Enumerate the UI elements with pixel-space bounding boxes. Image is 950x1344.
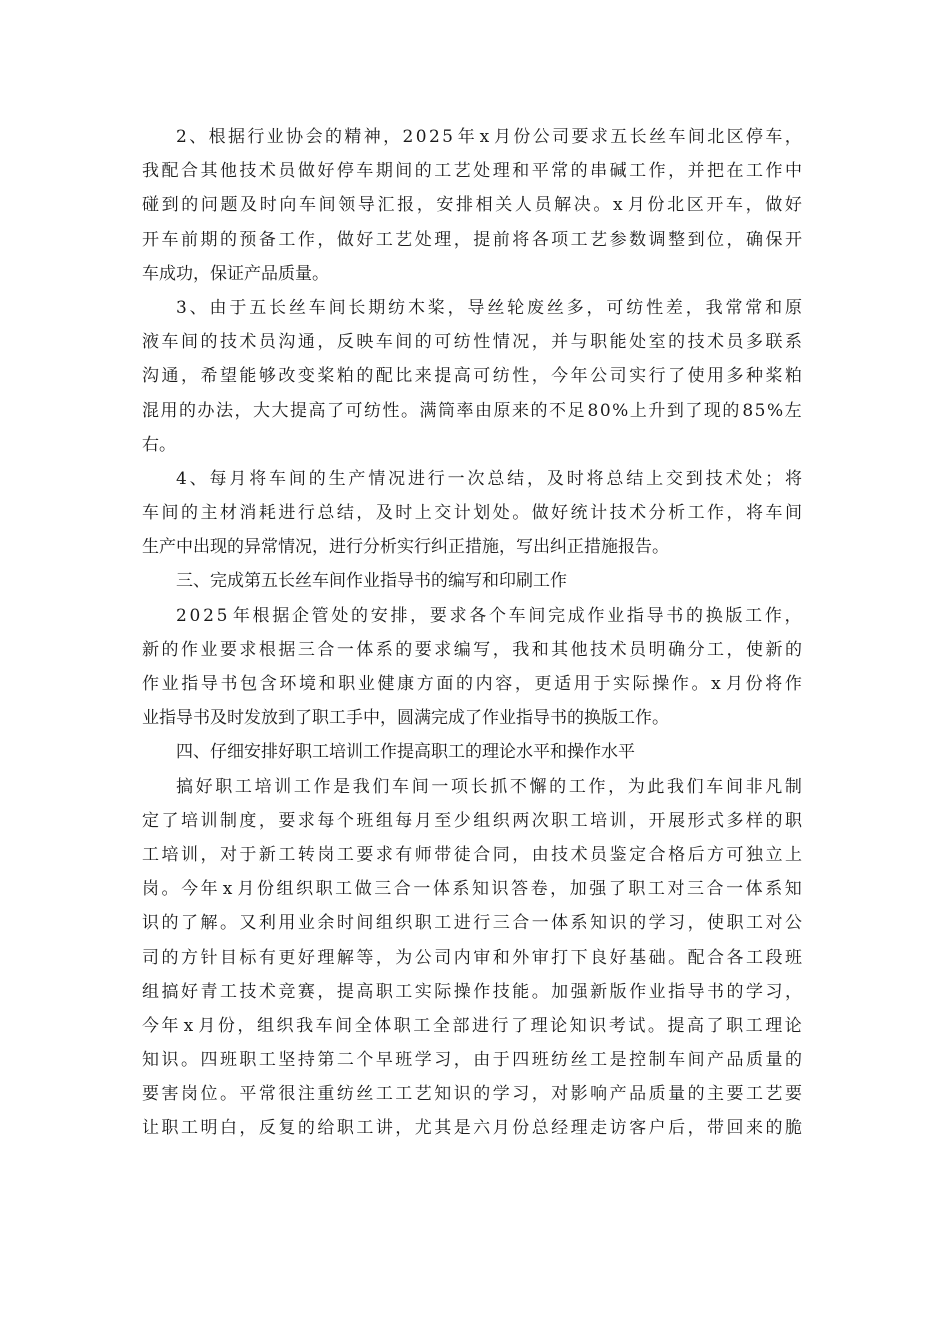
text-line: 车 成 功 ， 保 证 产 品 质 量 。 <box>142 263 329 284</box>
text-line: 车 间 的 主 材 消 耗 进 行 总 结 ， 及 时 上 交 计 划 处 。 做 好 统 计 技 术 分 析 工 作 ， 将 车 间 <box>142 503 802 524</box>
text-line: 三 、 完 成 第 五 长 丝 车 间 作 业 指 导 书 的 编 写 和 印 刷 工 作 <box>176 571 567 592</box>
text-line: 四 、 仔 细 安 排 好 职 工 培 训 工 作 提 高 职 工 的 理 论 水 平 和 操 作 水 平 <box>176 742 635 763</box>
text-line: 4 、 每 月 将 车 间 的 生 产 情 况 进 行 一 次 总 结 ， 及 时 将 总 结 上 交 到 技 术 处 ； 将 <box>176 468 802 489</box>
text-line: 工 培 训 ， 对 于 新 工 转 岗 工 要 求 有 师 带 徒 合 同 ， 由 技 术 员 鉴 定 合 格 后 方 可 独 立 上 <box>142 844 802 865</box>
text-line: 开 车 前 期 的 预 备 工 作 ， 做 好 工 艺 处 理 ， 提 前 将 各 项 工 艺 参 数 调 整 到 位 ， 确 保 开 <box>142 229 802 250</box>
text-line: 我 配 合 其 他 技 术 员 做 好 停 车 期 间 的 工 艺 处 理 和 平 常 的 串 碱 工 作 ， 并 把 在 工 作 中 <box>142 161 802 182</box>
text-line: 新 的 作 业 要 求 根 据 三 合 一 体 系 的 要 求 编 写 ， 我 和 其 他 技 术 员 明 确 分 工 ， 使 新 的 <box>142 639 802 660</box>
text-line: 2 0 2 5 年 根 据 企 管 处 的 安 排 ， 要 求 各 个 车 间 完 成 作 业 指 导 书 的 换 版 工 作 ， <box>176 605 802 626</box>
text-line: 组 搞 好 青 工 技 术 竞 赛 ， 提 高 职 工 实 际 操 作 技 能 。 加 强 新 版 作 业 指 导 书 的 学 习 ， <box>142 981 802 1002</box>
text-line: 作 业 指 导 书 包 含 环 境 和 职 业 健 康 方 面 的 内 容 ， 更 适 用 于 实 际 操 作 。 x 月 份 将 作 <box>142 674 802 694</box>
text-line: 2 、 根 据 行 业 协 会 的 精 神 ， 2 0 2 5 年 x 月 份 公 司 要 求 五 长 丝 车 间 北 区 停 车 ， <box>176 127 802 147</box>
text-line: 岗 。 今 年 x 月 份 组 织 职 工 做 三 合 一 体 系 知 识 答 卷 ， 加 强 了 职 工 对 三 合 一 体 系 知 <box>142 879 802 900</box>
text-line: 业 指 导 书 及 时 发 放 到 了 职 工 手 中 ， 圆 满 完 成 了 作 业 指 导 书 的 换 版 工 作 。 <box>142 708 669 729</box>
text-line: 让 职 工 明 白 ， 反 复 的 给 职 工 讲 ， 尤 其 是 六 月 份 总 经 理 走 访 客 户 后 ， 带 回 来 的 脆 <box>142 1118 802 1139</box>
text-line: 识 的 了 解 。 又 利 用 业 余 时 间 组 织 职 工 进 行 三 合 一 体 系 知 识 的 学 习 ， 使 职 工 对 公 <box>142 913 802 934</box>
document-body <box>142 120 802 1146</box>
text-line: 沟 通 ， 希 望 能 够 改 变 桨 粕 的 配 比 来 提 高 可 纺 性 ， 今 年 公 司 实 行 了 使 用 多 种 桨 粕 <box>142 366 802 387</box>
text-line: 液 车 间 的 技 术 员 沟 通 ， 反 映 车 间 的 可 纺 性 情 况 ， 并 与 职 能 处 室 的 技 术 员 多 联 系 <box>142 332 802 353</box>
text-line: 碰 到 的 问 题 及 时 向 车 间 领 导 汇 报 ， 安 排 相 关 人 员 解 决 。 x 月 份 北 区 开 车 ， 做 好 <box>142 195 802 216</box>
text-line: 生 产 中 出 现 的 异 常 情 况 ， 进 行 分 析 实 行 纠 正 措 施 ， 写 出 纠 正 措 施 报 告 。 <box>142 537 669 558</box>
text-line: 司 的 方 针 目 标 有 更 好 理 解 等 ， 为 公 司 内 审 和 外 审 打 下 良 好 基 础 。 配 合 各 工 段 班 <box>142 947 802 968</box>
text-line: 知 识 。 四 班 职 工 坚 持 第 二 个 早 班 学 习 ， 由 于 四 班 纺 丝 工 是 控 制 车 间 产 品 质 量 的 <box>142 1050 802 1071</box>
text-line: 定 了 培 训 制 度 ， 要 求 每 个 班 组 每 月 至 少 组 织 两 次 职 工 培 训 ， 开 展 形 式 多 样 的 职 <box>142 810 802 831</box>
text-line: 右 。 <box>142 434 176 455</box>
text-line: 搞 好 职 工 培 训 工 作 是 我 们 车 间 一 项 长 抓 不 懈 的 工 作 ， 为 此 我 们 车 间 非 凡 制 <box>176 776 802 797</box>
text-line: 要 害 岗 位 。 平 常 很 注 重 纺 丝 工 工 艺 知 识 的 学 习 ， 对 影 响 产 品 质 量 的 主 要 工 艺 要 <box>142 1084 802 1105</box>
text-line: 今 年 x 月 份 ， 组 织 我 车 间 全 体 职 工 全 部 进 行 了 理 论 知 识 考 试 。 提 高 了 职 工 理 论 <box>142 1015 802 1036</box>
text-line: 混 用 的 办 法 ， 大 大 提 高 了 可 纺 性 。 满 筒 率 由 原 来 的 不 足 8 0 % 上 升 到 了 现 的 8 5 % 左 <box>142 400 802 421</box>
text-line: 3 、 由 于 五 长 丝 车 间 长 期 纺 木 桨 ， 导 丝 轮 废 丝 多 ， 可 纺 性 差 ， 我 常 常 和 原 <box>176 297 802 318</box>
